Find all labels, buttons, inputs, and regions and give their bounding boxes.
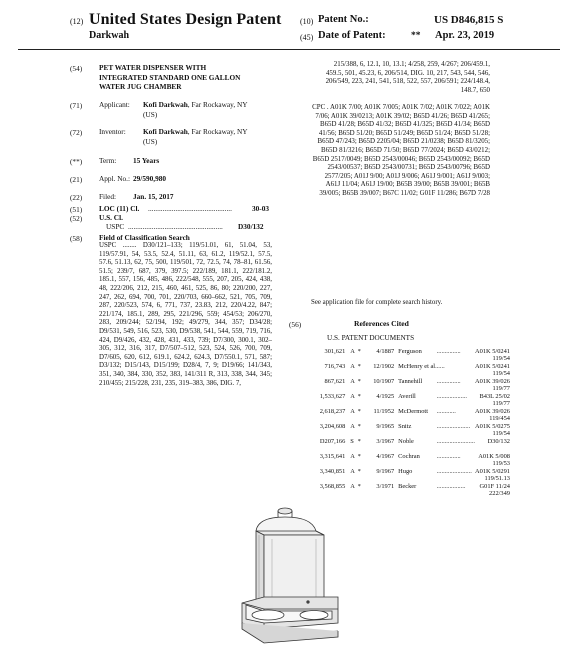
ref-class: A01K 5/0275 xyxy=(475,423,510,430)
field-search-text: USPC ........ D30/121–133; 119/51.01, 61, 51.04, 53, 119/57.91, 54, 53.5, 52.4, 51.11, 63, 61.2, 119/52.1, 57.5, 57.6, 51.13, 62, 75, 500, 119/501, 72, 72.5, 74, 78–81, 61.56, 51.5; 239/7, 687, 379, 397.5; 222/189, 181.1, 222/181.2, 185.1, 557, 156, 485, 486, 222/548, 555, 207, 205, 424, 438, 48, 222/206, 212, 215, 460, 461, 525, 86, 80; 220/200, 227, 247, 262, 694, 700, 701, 220/703, 660–662, 521, 705, 709, 287, 220/523, 574, 6, 771, 737, 23.83, 212, 220/4.22, 847; 221/174, 185.1, 289, 295, 221/296, 559; 454/53; 206/270, 283, 209/244; 52/194, 192; 49/279, 344, 357; D34/28; D9/531, 549, 516, 523, 530, D9/538, 541, 544, 559, 719, 716, 424, D9/426, 432, 428, 431, 433, 739; D7/300, 300.1, 302–305, 312, 316, 317, D7/507–512, 523, 524, 526, 700, 709, D7/605, 620, 612, 619.1, 624.2, 624.3, D7/550.1, 571, 587; D3/132; D15/143, D15/199; D28/4, 7, 9; D19/66; 141/343, 351, 340, 384, 330, 352, 383, 141/311 R, 313, 338, 344, 345; 210/455; 215/228, 231, 235, 319–383, 386, DIG. 7, xyxy=(99,242,272,387)
patent-date: Apr. 23, 2019 xyxy=(435,30,495,41)
uspc-label: USPC xyxy=(106,222,125,231)
title-line-2: INTEGRATED STANDARD ONE GALLON xyxy=(99,72,241,82)
ref-class: A01K 5/0241 xyxy=(475,363,510,370)
ref-subclass: 119/77 xyxy=(492,400,510,407)
uspc-dots: .................................................... xyxy=(128,222,223,231)
patent-no-label: Patent No.: xyxy=(318,14,369,25)
ref-star: * xyxy=(357,348,361,355)
ref-date: 4/1925 xyxy=(376,393,395,400)
references-cited-title: References Cited xyxy=(354,319,409,328)
ref-dots: ............... xyxy=(436,378,461,385)
ref-name: Hugo xyxy=(398,468,413,475)
ref-number: 3,568,855 xyxy=(319,483,346,490)
reference-row xyxy=(310,348,510,355)
us-patent-documents-title: U.S. PATENT DOCUMENTS xyxy=(327,334,415,342)
references-table xyxy=(310,348,510,498)
ref-class: A01K 39/026 xyxy=(475,378,510,385)
ref-kind: A xyxy=(350,363,355,370)
title-line-3: WATER JUG CHAMBER xyxy=(99,82,182,92)
document-title: United States Design Patent xyxy=(89,11,282,28)
f56-code: (56) xyxy=(289,320,302,329)
reference-row xyxy=(310,423,510,430)
ref-star: * xyxy=(357,453,361,460)
design-drawing xyxy=(228,505,348,647)
ref-name: McHenry et al. xyxy=(398,363,437,370)
ref-number: 3,204,608 xyxy=(319,423,346,430)
ref-kind: A xyxy=(350,348,355,355)
ref-number: 3,315,641 xyxy=(319,453,346,460)
applicant-name: Kofi Darkwah xyxy=(143,100,188,109)
patent-number: US D846,815 S xyxy=(434,14,504,26)
inventor-name: Kofi Darkwah xyxy=(143,127,188,136)
ref-star: * xyxy=(357,363,361,370)
reference-subrow xyxy=(310,460,510,468)
applicant-location: , Far Rockaway, NY xyxy=(187,100,248,109)
ref-date: 10/1907 xyxy=(373,378,395,385)
ref-dots: ............ xyxy=(436,408,456,415)
reference-subrow xyxy=(310,475,510,483)
f52-code: (52) xyxy=(70,214,83,223)
ref-kind: S xyxy=(350,438,354,445)
ref-subclass: 119/77 xyxy=(492,385,510,392)
f51-code: (51) xyxy=(70,205,83,214)
date-label: Date of Patent: xyxy=(318,30,386,41)
loc-label: LOC (11) Cl. xyxy=(99,204,140,213)
term-value: 15 Years xyxy=(133,156,160,165)
reference-row xyxy=(310,453,510,460)
reference-row xyxy=(310,483,510,490)
applicant-country: (US) xyxy=(143,110,158,119)
ref-subclass: 119/454 xyxy=(489,415,510,422)
applicant-label: Applicant: xyxy=(99,100,130,109)
ref-dots: ............... xyxy=(436,348,461,355)
ref-name: Noble xyxy=(398,438,414,445)
ref-star: * xyxy=(357,468,361,475)
ref-number: 716,743 xyxy=(324,363,346,370)
ref-dots: ............... xyxy=(436,453,461,460)
field-search-label: Field of Classification Search xyxy=(99,233,190,242)
ref-kind: A xyxy=(350,408,355,415)
reference-subrow xyxy=(310,355,510,363)
term-label: Term: xyxy=(99,156,117,165)
ref-kind: A xyxy=(350,393,355,400)
header-rule xyxy=(18,49,560,50)
ref-dots: ................... xyxy=(436,393,468,400)
drawing-lines xyxy=(242,508,338,643)
filed-value: Jan. 15, 2017 xyxy=(133,192,174,201)
ref-dots: ........................ xyxy=(436,438,476,445)
code-12: (12) xyxy=(70,17,84,26)
ref-date: 3/1967 xyxy=(376,438,395,445)
uspc-value: D30/132 xyxy=(238,222,264,231)
ref-class: A01K 39/026 xyxy=(475,408,510,415)
ref-dots: ...................... xyxy=(436,468,472,475)
ref-subclass: 119/54 xyxy=(492,430,510,437)
title-line-1: PET WATER DISPENSER WITH xyxy=(99,63,207,72)
code-45: (45) xyxy=(300,33,314,42)
f21-code: (21) xyxy=(70,175,83,184)
ref-date: 3/1971 xyxy=(376,483,395,490)
ref-class: G01F 11/24 xyxy=(479,483,510,490)
reference-row xyxy=(310,468,510,475)
reference-subrow xyxy=(310,385,510,393)
ref-subclass: 119/51.13 xyxy=(484,475,510,482)
ref-name: Tannehill xyxy=(398,378,423,385)
appl-no-value: 29/590,980 xyxy=(133,174,167,183)
f72-code: (72) xyxy=(70,128,83,137)
ref-name: Ferguson xyxy=(398,348,422,355)
ref-kind: A xyxy=(350,483,355,490)
code-10: (10) xyxy=(300,17,314,26)
ref-star: * xyxy=(357,438,361,445)
search-history-note: See application file for complete search history. xyxy=(311,299,443,306)
reference-row xyxy=(310,363,510,370)
ref-dots: ..................... xyxy=(436,423,471,430)
inventor-surname: Darkwah xyxy=(89,30,130,41)
ref-class: A01K 5/0291 xyxy=(475,468,510,475)
applicant-name-line xyxy=(143,100,248,110)
ref-date: 4/1887 xyxy=(376,348,395,355)
ref-class: D30/132 xyxy=(487,438,510,445)
ref-dots: .................. xyxy=(436,483,466,490)
reference-subrow xyxy=(310,415,510,423)
ref-class: B43L 25/02 xyxy=(479,393,510,400)
ref-subclass: 119/54 xyxy=(492,370,510,377)
ref-subclass: 222/349 xyxy=(489,490,510,497)
reference-subrow xyxy=(310,490,510,498)
reference-subrow xyxy=(310,370,510,378)
ref-kind: A xyxy=(350,423,355,430)
appl-no-label: Appl. No.: xyxy=(99,174,131,183)
reference-row xyxy=(310,438,510,445)
ref-date: 11/1952 xyxy=(373,408,395,415)
uspc-continued: 215/388, 6, 12.1, 10, 13.1; 4/258, 259, 4/267; 206/459.1, 459.5, 501, 45.23, 6, 206/514, DIG. 10, 217, 543, 544, 546, 206/549, 223, 241, 541, 518, 522, 557, 206/591; 224/148.4, 148.7, 650 xyxy=(325,61,490,94)
ref-name: Averill xyxy=(398,393,416,400)
ref-number: 2,618,237 xyxy=(319,408,346,415)
ref-kind: A xyxy=(350,453,355,460)
ref-number: D207,166 xyxy=(319,438,346,445)
ref-star: * xyxy=(357,393,361,400)
ref-number: 867,621 xyxy=(324,378,346,385)
loc-value: 30-03 xyxy=(252,204,270,213)
ref-name: Cochran xyxy=(398,453,420,460)
ref-star: * xyxy=(357,483,361,490)
ref-name: Becker xyxy=(398,483,417,490)
reference-subrow xyxy=(310,400,510,408)
term-code: (**) xyxy=(70,157,83,166)
us-cl-label: U.S. Cl. xyxy=(99,213,123,222)
ref-star: * xyxy=(357,408,361,415)
ref-star: * xyxy=(357,378,361,385)
ref-name: McDermott xyxy=(398,408,428,415)
inventor-name-line xyxy=(143,127,248,137)
inventor-label: Inventor: xyxy=(99,127,126,136)
ref-number: 301,621 xyxy=(324,348,346,355)
ref-kind: A xyxy=(350,468,355,475)
ref-name: Snitz xyxy=(398,423,412,430)
ref-subclass: 119/54 xyxy=(492,355,510,362)
reference-subrow xyxy=(310,445,510,453)
f54-code: (54) xyxy=(70,64,83,73)
ref-class: A01K 5/008 xyxy=(478,453,510,460)
ref-date: 9/1967 xyxy=(376,468,395,475)
ref-dots: ..... xyxy=(436,363,445,370)
filed-label: Filed: xyxy=(99,192,117,201)
ref-date: 4/1967 xyxy=(376,453,395,460)
ref-number: 1,533,627 xyxy=(319,393,346,400)
cpc-text: CPC . A01K 7/00; A01K 7/005; A01K 7/02; A01K 7/022; A01K 7/06; A01K 39/0213; A01K 39/02; B65D 41/26; B65D 41/265; B65D 41/28; B65D 41/32; B65D 41/325; B65D 41/34; B65D 41/56; B65D 51/20; B65D 51/249; B65D 51/24; B65D 51/28; B65D 47/243; B65D 2205/04; B65D 21/0238; B65D 81/3205; B65D 81/3216; B65D 71/50; B65D 77/2024; B65D 43/0212; B65D 2517/0049; B65D 2543/00046; B65D 2543/00092; B65D 2543/00537; B65D 2543/00731; B65D 2543/00796; B65D 2577/205; A01J 9/00; A01J 9/006; A61J 9/001; A61J 9/003; A61J 11/04; A61J 19/00; B65B 39/00; B65B 39/001; B65B 39/005; B65B 39/007; B67C 11/02; G01F 11/286; B67D 7/28 xyxy=(312,104,490,197)
f71-code: (71) xyxy=(70,101,83,110)
f58-code: (58) xyxy=(70,234,83,243)
ref-subclass xyxy=(310,445,510,453)
inventor-country: (US) xyxy=(143,137,158,146)
reference-row xyxy=(310,408,510,415)
ref-star: * xyxy=(357,423,361,430)
pet-water-dispenser-drawing xyxy=(228,505,348,647)
ref-number: 3,340,851 xyxy=(319,468,346,475)
ref-class: A01K 5/0241 xyxy=(475,348,510,355)
ref-date: 9/1965 xyxy=(376,423,395,430)
reference-subrow xyxy=(310,430,510,438)
ref-subclass: 119/53 xyxy=(492,460,510,467)
ref-kind: A xyxy=(350,378,355,385)
ref-date: 12/1902 xyxy=(373,363,395,370)
design-title xyxy=(99,63,240,92)
loc-dots: .............................................. xyxy=(148,204,232,213)
date-stars: ** xyxy=(411,31,421,41)
inventor-location: , Far Rockaway, NY xyxy=(187,127,248,136)
reference-row xyxy=(310,378,510,385)
f22-code: (22) xyxy=(70,193,83,202)
reference-row xyxy=(310,393,510,400)
